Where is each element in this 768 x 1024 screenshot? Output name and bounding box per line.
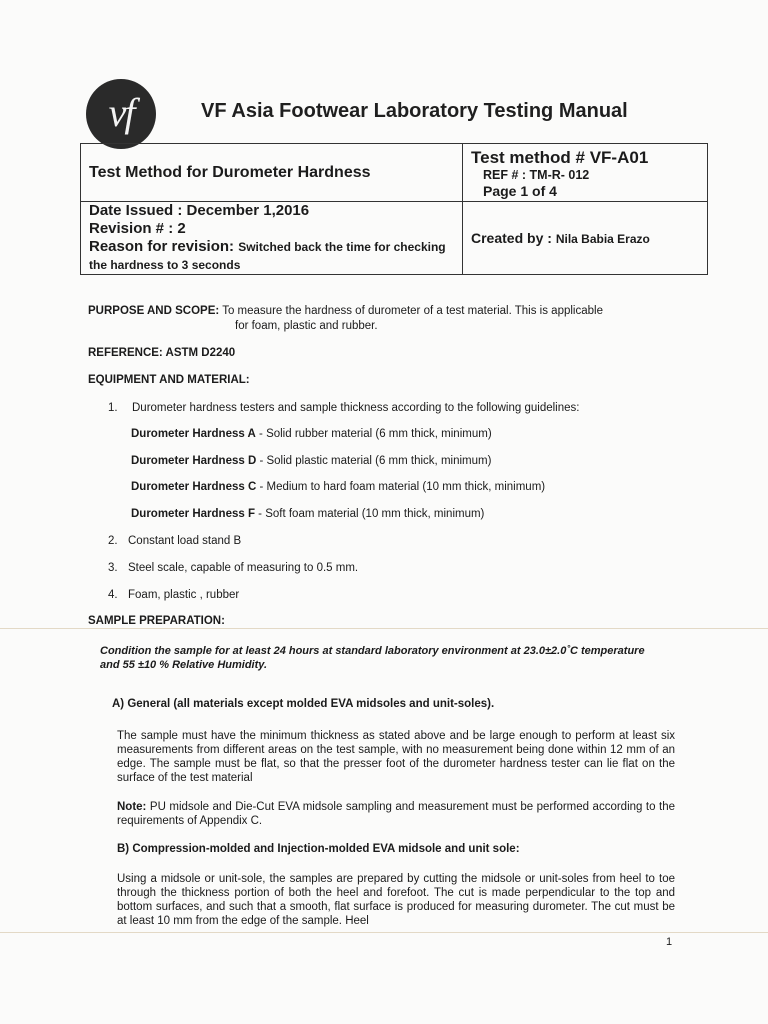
section-b-text: Using a midsole or unit-sole, the samples are prepared by cutting the midsole or unit-soles from heel to toe through the thickness portion of both the heel and forefoot. The cut is made perpendicular to the top and bottom surfaces, and such that a smooth, flat surface is produced for measuring durometer. The cut must be at least 10 mm from the edge of the sample. Heel [117, 873, 675, 927]
revision-number: Revision # : 2 [89, 220, 186, 237]
reason-label: Reason for revision: [89, 238, 235, 255]
method-name: Test Method for Durometer Hardness [81, 144, 463, 202]
purpose-text: To measure the hardness of durometer of a test material. This is applicable [222, 305, 603, 317]
item-3-text: Steel scale, capable of measuring to 0.5 mm. [128, 562, 359, 574]
item-2-text: Constant load stand B [128, 535, 242, 547]
sample-prep-heading: SAMPLE PREPARATION: [88, 615, 225, 627]
note-text: PU midsole and Die-Cut EVA midsole sampling and measurement must be performed according to the requirements of Appendix C. [117, 801, 676, 827]
test-method-number: Test method # VF-A01 [471, 147, 649, 167]
manual-title: VF Asia Footwear Laboratory Testing Manual [201, 100, 628, 122]
item-4-number: 4. [108, 589, 118, 601]
created-by-label: Created by : [471, 230, 552, 246]
created-by-cell [463, 202, 708, 275]
item-2-number: 2. [108, 535, 118, 547]
note-label: Note: [117, 801, 147, 813]
ref-number: REF # : TM-R- 012 [483, 167, 590, 182]
purpose-text-2: for foam, plastic and rubber. [235, 320, 378, 332]
info-table [80, 143, 708, 275]
method-ref-cell [463, 144, 708, 202]
purpose-label: PURPOSE AND SCOPE: [88, 305, 220, 317]
created-by-name: Nila Babia Erazo [555, 232, 650, 246]
scan-line [0, 628, 768, 629]
page-number: 1 [666, 936, 673, 948]
durometer-a: Durometer Hardness A - Solid rubber material (6 mm thick, minimum) [131, 428, 492, 440]
section-a-text: The sample must have the minimum thickness as stated above and be large enough to perform at least six measurements from different areas on the test sample, with no measurement being done within 12 mm of an edge. The sample must be flat, so that the presser foot of the durometer hardness tester can lie flat on the surface of the test material [117, 730, 675, 784]
section-b-heading: B) Compression-molded and Injection-molded EVA midsole and unit sole: [117, 843, 520, 855]
equipment-heading: EQUIPMENT AND MATERIAL: [88, 374, 250, 386]
item-3-number: 3. [108, 562, 118, 574]
condition-text: Condition the sample for at least 24 hours at standard laboratory environment at 23.0±2.0˚C temperature and 55 ±10 % Relative Humidity. [100, 645, 645, 671]
reference: REFERENCE: ASTM D2240 [88, 347, 236, 359]
page-info: Page 1 of 4 [483, 182, 557, 199]
durometer-c: Durometer Hardness C - Medium to hard foam material (10 mm thick, minimum) [131, 481, 546, 493]
section-a-heading: A) General (all materials except molded EVA midsoles and unit-soles). [112, 698, 495, 710]
item-1-number: 1. [108, 402, 118, 414]
durometer-d: Durometer Hardness D - Solid plastic material (6 mm thick, minimum) [131, 455, 492, 467]
note [117, 800, 675, 828]
logo-text: vf [108, 89, 134, 135]
reason-text: Switched back the time for checking the hardness to 3 seconds [89, 240, 446, 272]
footer-line [0, 932, 768, 933]
purpose-line [88, 305, 603, 317]
revision-cell [81, 202, 463, 275]
vf-logo [86, 79, 156, 149]
item-4-text: Foam, plastic , rubber [128, 589, 240, 601]
item-1-text: Durometer hardness testers and sample thickness according to the following guidelines: [132, 402, 580, 414]
durometer-f: Durometer Hardness F - Soft foam material (10 mm thick, minimum) [131, 508, 485, 520]
date-issued: Date Issued : December 1,2016 [89, 202, 310, 219]
